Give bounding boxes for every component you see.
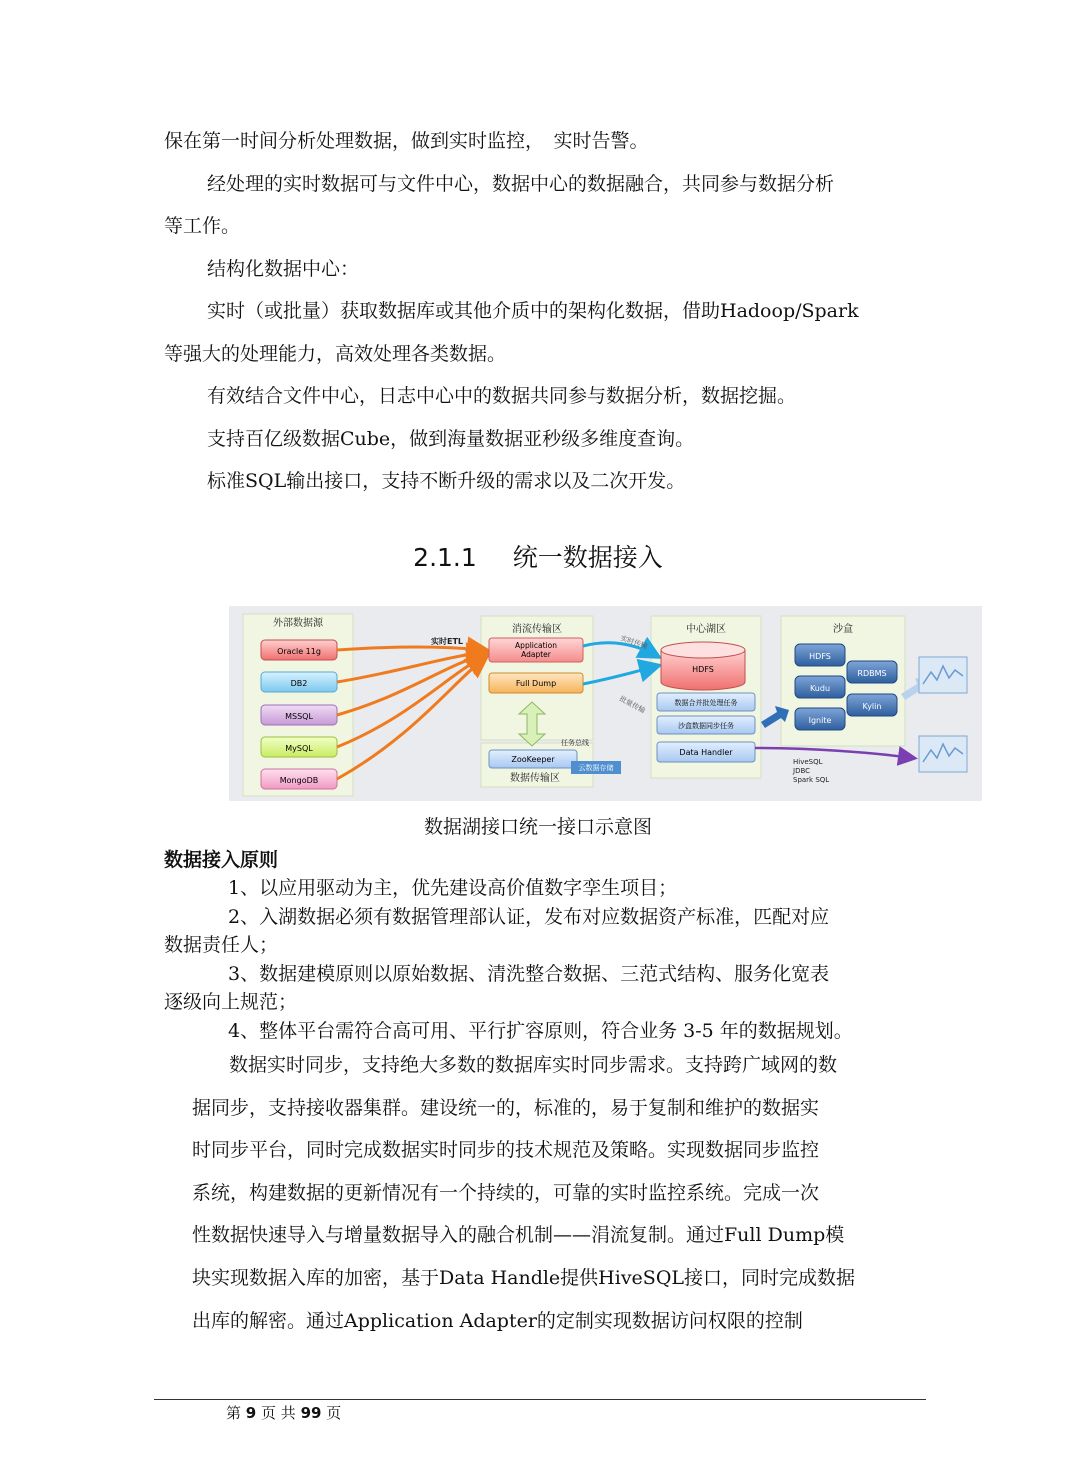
- source-oracle: [261, 640, 337, 660]
- svg-text:HDFS: HDFS: [809, 652, 831, 661]
- footer-divider: [154, 1399, 926, 1400]
- footer-post: 页: [326, 1404, 342, 1422]
- data-handler-box: [657, 742, 755, 762]
- full-dump-box: [489, 673, 583, 693]
- svg-text:沙盒数据同步任务: 沙盒数据同步任务: [678, 722, 734, 730]
- paragraph-line: 块实现数据入库的加密，基于Data Handle提供HiveSQL接口，同时完成数据: [192, 1267, 856, 1289]
- paragraph-line: 等工作。: [164, 215, 241, 237]
- realtime-label: 实时传输: [619, 634, 649, 651]
- zookeeper-box: [489, 750, 577, 768]
- sandbox-rdbms: [847, 661, 897, 683]
- stream-title: 消流传输区: [512, 624, 562, 635]
- etl-arrows: [337, 647, 485, 779]
- paragraph-line: 支持百亿级数据Cube，做到海量数据亚秒级多维度查询。: [207, 428, 695, 450]
- svg-text:MSSQL: MSSQL: [285, 712, 313, 721]
- principle-line: 2、入湖数据必须有数据管理部认证，发布对应数据资产标准，匹配对应: [228, 906, 830, 928]
- paragraph-line: 据同步，支持接收器集群。建设统一的，标准的，易于复制和维护的数据实: [192, 1097, 820, 1119]
- svg-text:数据合并批处理任务: 数据合并批处理任务: [674, 699, 738, 707]
- paragraph-line: 性数据快速导入与增量数据导入的融合机制——涓流复制。通过Full Dump模: [192, 1224, 845, 1246]
- svg-text:Data Handler: Data Handler: [679, 748, 733, 757]
- sandbox-hdfs: [795, 644, 845, 666]
- source-db2: [261, 672, 337, 692]
- output-sql-arrow: [755, 748, 913, 758]
- out-jdbc: JDBC: [793, 767, 811, 775]
- svg-text:MongoDB: MongoDB: [279, 776, 319, 785]
- page-number: 9: [245, 1404, 257, 1422]
- ext-title: 外部数据源: [273, 618, 323, 629]
- paragraph-line: 实时（或批量）获取数据库或其他介质中的架构化数据，借助Hadoop/Spark: [207, 300, 859, 322]
- svg-text:Oracle 11g: Oracle 11g: [277, 647, 321, 656]
- principle-line: 4、整体平台需符合高可用、平行扩容原则，符合业务 3-5 年的数据规划。: [228, 1020, 853, 1042]
- section-heading: [0, 538, 1076, 574]
- svg-text:MySQL: MySQL: [285, 744, 313, 753]
- paragraph-line: 经处理的实时数据可与文件中心，数据中心的数据融合，共同参与数据分析: [207, 173, 835, 195]
- sandbox-sync-box: [657, 716, 755, 734]
- svg-text:ZooKeeper: ZooKeeper: [511, 755, 555, 764]
- principle-line: 3、数据建模原则以原始数据、清洗整合数据、三范式结构、服务化宽表: [228, 963, 830, 985]
- cloud-storage-tag: [571, 761, 621, 774]
- paragraph-line: 保在第一时间分析处理数据，做到实时监控， 实时告警。: [164, 130, 649, 152]
- merge-task-box: [657, 693, 755, 711]
- svg-text:RDBMS: RDBMS: [857, 669, 887, 678]
- batch-label: 批量传输: [618, 694, 647, 715]
- svg-text:DB2: DB2: [290, 679, 308, 688]
- sandbox-kylin: [847, 694, 897, 716]
- hdfs-cylinder: [661, 642, 745, 690]
- figure-caption: 数据湖接口统一接口示意图: [423, 816, 652, 838]
- out-sparksql: Spark SQL: [793, 776, 830, 784]
- principle-line: 逐级向上规范；: [164, 991, 298, 1013]
- etl-label: 实时ETL: [430, 637, 464, 646]
- svg-text:Adapter: Adapter: [521, 650, 551, 659]
- sandbox-title: 沙盒: [833, 624, 853, 635]
- svg-text:云数据存储: 云数据存储: [578, 764, 614, 772]
- paragraph-line: 系统，构建数据的更新情况有一个持续的，可靠的实时监控系统。完成一次: [192, 1182, 820, 1204]
- svg-text:Full Dump: Full Dump: [515, 679, 557, 688]
- paragraph-line: 时同步平台，同时完成数据实时同步的技术规范及策略。实现数据同步监控: [192, 1139, 820, 1161]
- section-number: 2.1.1: [413, 543, 477, 572]
- architecture-diagram: [229, 606, 982, 801]
- section-title: 统一数据接入: [512, 543, 663, 572]
- paragraph-line: 有效结合文件中心，日志中心中的数据共同参与数据分析，数据挖掘。: [207, 385, 797, 407]
- footer-mid: 页 共: [261, 1404, 296, 1422]
- paragraph-line: 出库的解密。通过Application Adapter的定制实现数据访问权限的控制: [192, 1310, 803, 1332]
- svg-text:HDFS: HDFS: [692, 665, 714, 674]
- principle-line: 1、以应用驱动为主，优先建设高价值数字孪生项目；: [228, 877, 678, 899]
- total-pages: 99: [300, 1404, 322, 1422]
- source-mysql: [261, 737, 337, 757]
- svg-text:Kudu: Kudu: [809, 684, 831, 693]
- paragraph-line: 等强大的处理能力，高效处理各类数据。: [164, 343, 507, 365]
- page-footer: [226, 1402, 341, 1423]
- paragraph-line: 结构化数据中心：: [207, 258, 360, 280]
- lake-title: 中心湖区: [686, 624, 726, 635]
- sandbox-kudu: [795, 676, 845, 698]
- principles-title: 数据接入原则: [164, 849, 279, 871]
- sandbox-ignite: [795, 708, 845, 730]
- footer-pre: 第: [226, 1404, 242, 1422]
- out-hivesql: HiveSQL: [793, 758, 823, 766]
- source-mssql: [261, 705, 337, 725]
- svg-text:Ignite: Ignite: [808, 716, 832, 725]
- paragraph-line: 数据实时同步，支持绝大多数的数据库实时同步需求。支持跨广域网的数: [229, 1054, 838, 1076]
- chart-icon: [919, 657, 967, 693]
- paragraph-line: 标准SQL输出接口，支持不断升级的需求以及二次开发。: [207, 470, 686, 492]
- svg-text:Kylin: Kylin: [862, 702, 882, 711]
- chart-icon: [919, 736, 967, 772]
- task-label: 任务总线: [561, 739, 589, 747]
- app-adapter-box: [489, 638, 583, 662]
- transfer-title: 数据传输区: [510, 773, 560, 784]
- svg-text:Application: Application: [515, 641, 557, 650]
- source-mongodb: [261, 769, 337, 789]
- principle-line: 数据责任人；: [164, 934, 279, 956]
